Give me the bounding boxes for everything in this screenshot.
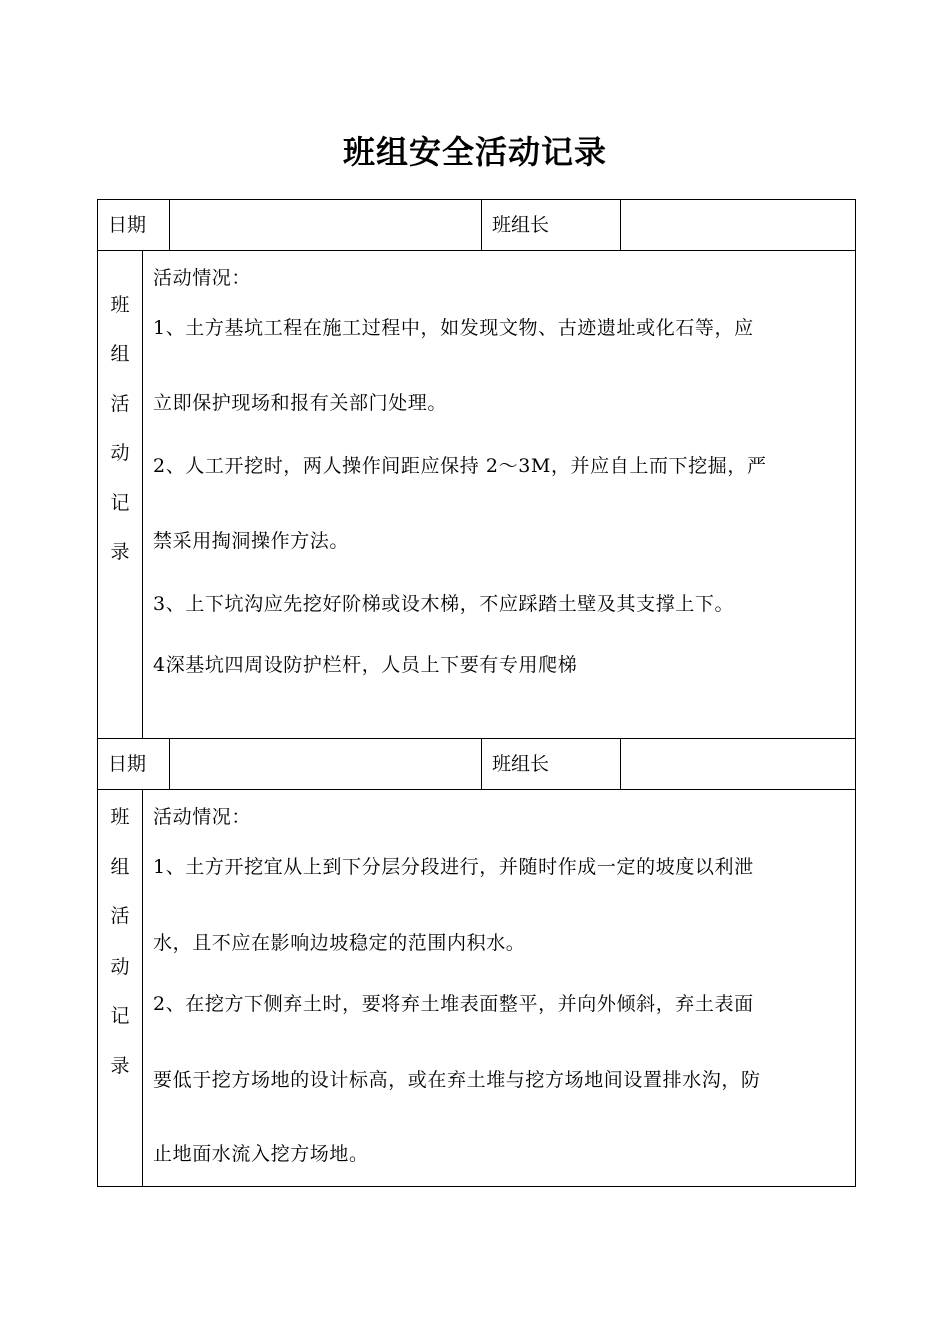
activity-line: 立即保护现场和报有关部门处理。 (153, 392, 448, 414)
record-side-label (98, 790, 143, 1186)
activity-line: 2、在挖方下侧弃土时，要将弃土堆表面整平，并向外倾斜，弃土表面 (153, 993, 754, 1015)
side-label-char: 组 (110, 343, 130, 365)
activity-heading: 活动情况： (153, 267, 252, 289)
team-leader-field[interactable] (621, 200, 855, 250)
activity-line: 水，且不应在影响边坡稳定的范围内积水。 (153, 932, 526, 954)
activity-content (143, 251, 855, 738)
date-label: 日期 (98, 739, 170, 789)
activity-line: 止地面水流入挖方场地。 (153, 1143, 369, 1165)
activity-record-table (97, 738, 856, 1187)
record-header-row (98, 200, 855, 251)
activity-line: 2、人工开挖时，两人操作间距应保持 2～3M，并应自上而下挖掘，严 (153, 455, 767, 477)
activity-heading: 活动情况： (153, 806, 252, 828)
team-leader-field[interactable] (621, 739, 855, 789)
team-leader-label: 班组长 (482, 200, 621, 250)
activity-content (143, 790, 855, 1186)
activity-line: 禁采用掏洞操作方法。 (153, 530, 350, 552)
side-label-char: 记 (110, 492, 130, 514)
record-header-row (98, 739, 855, 790)
activity-line: 4深基坑四周设防护栏杆，人员上下要有专用爬梯 (153, 654, 578, 676)
activity-line: 3、上下坑沟应先挖好阶梯或设木梯，不应踩踏土壁及其支撑上下。 (153, 593, 735, 615)
side-label-char: 班 (110, 294, 130, 316)
side-label-char: 录 (110, 541, 130, 563)
activity-line: 要低于挖方场地的设计标高，或在弃土堆与挖方场地间设置排水沟，防 (153, 1069, 761, 1091)
date-field[interactable] (170, 739, 482, 789)
side-label-char: 活 (110, 393, 130, 415)
record-side-label (98, 251, 143, 738)
side-label-char: 动 (110, 442, 130, 464)
activity-line: 1、土方基坑工程在施工过程中，如发现文物、古迹遗址或化石等，应 (153, 317, 754, 339)
side-label-char: 活 (110, 905, 130, 927)
activity-line: 1、土方开挖宜从上到下分层分段进行，并随时作成一定的坡度以利泄 (153, 856, 754, 878)
page-title: 班组安全活动记录 (342, 133, 607, 171)
side-label-char: 录 (110, 1055, 130, 1077)
date-field[interactable] (170, 200, 482, 250)
side-label-char: 组 (110, 856, 130, 878)
date-label: 日期 (98, 200, 170, 250)
activity-record-table (97, 199, 856, 739)
side-label-char: 记 (110, 1005, 130, 1027)
side-label-char: 班 (110, 806, 130, 828)
team-leader-label: 班组长 (482, 739, 621, 789)
side-label-char: 动 (110, 956, 130, 978)
